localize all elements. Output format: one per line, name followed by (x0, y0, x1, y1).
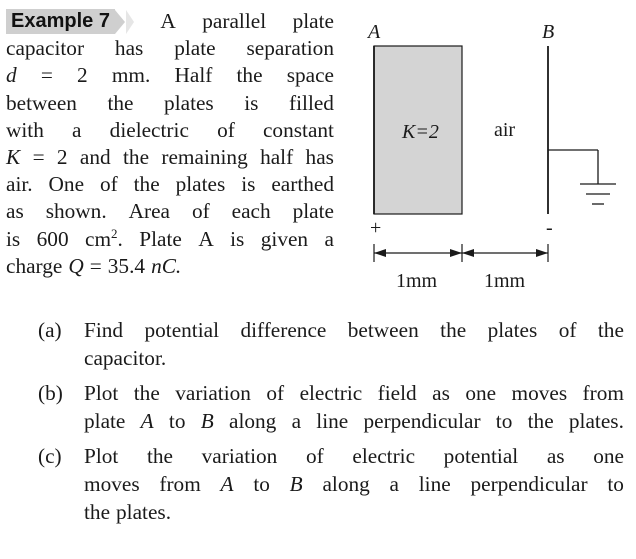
word: a (291, 409, 302, 433)
word: A (198, 226, 214, 251)
question-item (38, 379, 624, 435)
question-item (38, 442, 624, 526)
variable-q: Q (68, 253, 84, 278)
dielectric-label: K=2 (402, 121, 439, 143)
word: half (260, 144, 294, 169)
word: = (89, 253, 102, 278)
word: perpendicular (470, 472, 588, 496)
word: the (236, 63, 263, 88)
word: is (6, 226, 21, 251)
word: filled (289, 90, 334, 115)
word: capacitor. (84, 346, 167, 370)
intro-line (6, 62, 334, 89)
variable-a: A (220, 472, 234, 496)
word: perpendicular (363, 409, 481, 433)
ground-icon (548, 150, 616, 204)
word: plates (487, 318, 538, 342)
arrowhead-icon (536, 249, 548, 257)
word: variation (201, 444, 278, 468)
word: each (231, 199, 271, 224)
word: as (6, 199, 24, 224)
word: is (230, 226, 245, 251)
word: to (253, 472, 270, 496)
word: 600 (36, 226, 69, 251)
plate-a-label: A (368, 21, 381, 43)
example-label: Example 7 (6, 9, 115, 34)
word: 2 (77, 63, 88, 88)
word: plates (164, 90, 214, 115)
word: One (48, 172, 85, 197)
question-line (84, 498, 624, 526)
air-label: air (494, 119, 516, 141)
period: . (117, 226, 123, 251)
badge-arrow-shadow-icon (126, 10, 134, 34)
word: a (324, 226, 334, 251)
word: is (244, 90, 259, 115)
word: Plot (84, 381, 119, 405)
intro-line (6, 144, 334, 171)
word: as (432, 381, 450, 405)
word: Area (128, 199, 170, 224)
word: has (305, 144, 334, 169)
word: one (465, 381, 497, 405)
word: mm. (111, 63, 151, 88)
question-label: (c) (38, 444, 62, 468)
word: Plate (139, 226, 182, 251)
word: one (593, 444, 624, 468)
minus-sign: - (546, 217, 553, 239)
gap-1-label: 1mm (396, 270, 438, 292)
word: to (495, 409, 513, 433)
word: of (99, 172, 118, 197)
word: separation (246, 36, 334, 61)
arrowhead-icon (462, 249, 474, 257)
word: plate (174, 36, 216, 61)
word: of (266, 381, 285, 405)
word: line (316, 409, 349, 433)
question-line (84, 442, 624, 470)
arrowhead-icon (374, 249, 386, 257)
word: a (72, 117, 82, 142)
word: A (160, 9, 176, 33)
word: constant (262, 117, 334, 142)
word: the (84, 500, 111, 524)
variable-k: K (6, 144, 21, 169)
word: field (377, 381, 417, 405)
word: between (6, 90, 77, 115)
variable-b: B (200, 409, 214, 433)
word: difference (240, 318, 327, 342)
intro-line (6, 226, 334, 253)
word: Find (84, 318, 124, 342)
word: potential (144, 318, 220, 342)
word: the (133, 381, 160, 405)
variable-d: d (6, 63, 17, 88)
word: the (146, 444, 173, 468)
word: dielectric (109, 117, 189, 142)
word: shown. (45, 199, 107, 224)
word: moves (511, 381, 568, 405)
word: with (6, 117, 44, 142)
intro-line (6, 253, 334, 280)
word: the (123, 144, 150, 169)
question-line (84, 379, 624, 407)
word: is (241, 172, 256, 197)
intro-line (6, 90, 334, 117)
question-label: (a) (38, 318, 62, 342)
intro-line (6, 171, 334, 198)
word: moves (84, 472, 140, 496)
word: 2 (56, 144, 68, 169)
word: Plot (84, 444, 119, 468)
word: earthed (271, 172, 334, 197)
word: potential (443, 444, 519, 468)
word: plate (84, 409, 126, 433)
word: plate (292, 9, 334, 33)
word: plates. (568, 409, 624, 433)
question-line (84, 344, 624, 372)
variable-a: A (140, 409, 154, 433)
capacitor-figure (350, 12, 636, 297)
word: air. (6, 172, 33, 197)
word: plates (175, 172, 226, 197)
word: from (159, 472, 201, 496)
question-item (38, 316, 624, 372)
intro-line (6, 8, 334, 35)
word: the (527, 409, 554, 433)
word: 35.4 (107, 253, 146, 278)
plate-b-label: B (542, 21, 555, 43)
word: the (597, 318, 624, 342)
question-line (84, 316, 624, 344)
variable-b: B (289, 472, 303, 496)
word: line (418, 472, 451, 496)
word: = (40, 63, 53, 88)
unit-cm: cm (85, 226, 112, 251)
gap-2-label: 1mm (484, 270, 526, 292)
word: space (286, 63, 334, 88)
word: electric (352, 444, 416, 468)
dimension-arrows (374, 244, 548, 262)
word: capacitor (6, 36, 85, 61)
intro-line (6, 35, 334, 62)
area-unit (85, 226, 123, 253)
capacitor-diagram (350, 12, 636, 297)
word: of (558, 318, 577, 342)
word: as (546, 444, 565, 468)
arrowhead-icon (450, 249, 462, 257)
word: = (32, 144, 45, 169)
unit-nc: nC. (151, 253, 182, 278)
word: along (322, 472, 370, 496)
word: plates. (116, 500, 172, 524)
intro-line (6, 198, 334, 225)
word: charge (6, 253, 63, 278)
intro-paragraph (6, 8, 334, 280)
word: to (168, 409, 186, 433)
badge-arrow-icon (115, 10, 125, 34)
word: the (107, 90, 134, 115)
word: of (191, 199, 210, 224)
word: of (305, 444, 324, 468)
word: to (607, 472, 624, 496)
word: the (440, 318, 467, 342)
intro-line (6, 117, 334, 144)
word: plate (292, 199, 334, 224)
word: parallel (202, 9, 267, 33)
word: Half (174, 63, 213, 88)
word: given (260, 226, 309, 251)
word: the (133, 172, 160, 197)
word: of (217, 117, 235, 142)
word: from (582, 381, 624, 405)
question-line (84, 407, 624, 435)
word: along (229, 409, 277, 433)
word: and (79, 144, 111, 169)
word: electric (299, 381, 363, 405)
question-line (84, 470, 624, 498)
word: a (389, 472, 399, 496)
question-list (38, 316, 624, 533)
word: between (347, 318, 419, 342)
example-badge (6, 8, 134, 35)
plus-sign: + (370, 217, 382, 239)
unit-exponent: 2 (111, 225, 118, 241)
word: variation (175, 381, 251, 405)
word: has (114, 36, 144, 61)
question-label: (b) (38, 381, 63, 405)
word: remaining (161, 144, 248, 169)
